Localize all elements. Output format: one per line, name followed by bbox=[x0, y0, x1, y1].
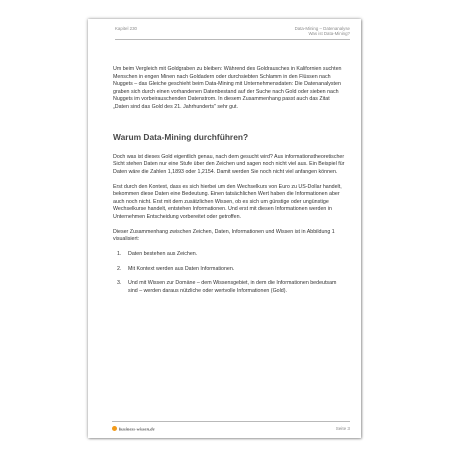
page-header bbox=[115, 26, 350, 40]
brand-logo[interactable] bbox=[112, 426, 155, 432]
list-number: 3. bbox=[117, 280, 122, 287]
header-title-line1: Data-Mining – Datenanalyse bbox=[294, 26, 350, 31]
list-number: 2. bbox=[117, 265, 122, 272]
page-content bbox=[113, 66, 347, 302]
list-item bbox=[113, 280, 347, 295]
header-title-line2: Was ist Data-Mining? bbox=[308, 31, 350, 37]
document-page bbox=[88, 19, 361, 438]
brand-dot-icon bbox=[112, 426, 117, 431]
body-paragraph: Erst durch den Kontext, dass es sich hierbei um den Wechselkurs von Euro zu US-Dollar handelt, bekommen diese Daten eine Bedeutung. Einen tatsächlichen Wert haben die Informationen aber auch noch nicht. Erst mit dem zusätzlichen Wissen, ob es sich um günstige oder ungünstige Wechselkurse handelt, entstehen Informationen. Und erst mit diesen Informationen werden in Unternehmen Entscheidung vorbereitet oder getroffen. bbox=[113, 183, 342, 220]
body-paragraph: Dieser Zusammenhang zwischen Zeichen, Daten, Informationen und Wissen ist in Abbildung 1 visualisiert: bbox=[113, 228, 335, 243]
list-text: Daten bestehen aus Zeichen. bbox=[128, 251, 198, 258]
list-item bbox=[113, 266, 347, 274]
numbered-list bbox=[113, 251, 347, 295]
page-number: Seite 3 bbox=[335, 426, 350, 431]
list-text: Mit Kontext werden aus Daten Informationen. bbox=[128, 265, 235, 272]
page-footer bbox=[112, 421, 350, 432]
list-number: 1. bbox=[117, 251, 122, 258]
body-paragraph: Doch was ist dieses Gold eigentlich genau, nach dem gesucht wird? Aus informationstheoretischer Sicht stehen Daten nur eine Stufe über den Zeichen und sagen noch nicht viel aus. Ein Beispiel für Daten wäre die Zahlen 1,1893 oder 1,2154. Damit werden Sie noch nicht viel anfangen können. bbox=[113, 153, 345, 175]
brand-name: business-wissen.de bbox=[119, 426, 155, 432]
intro-paragraph: Um beim Vergleich mit Goldgraben zu bleiben: Während des Goldrausches in Kalifornien suchten Menschen in engen Minen nach Goldadern oder durchsiebten Schlamm in den Flüssen nach Nuggets – das Gleiche geschieht beim Data-Mining mit Unternehmensdaten: Die Datenanalysten graben sich durch einen vorhandenen Datenbestand auf der Suche nach Gold oder sieben nach Nuggets im vorbeirauschenden Datenstrom. In diesem Zusammenhang passt auch das Zitat „Daten sind das Gold des 21. Jahrhunderts" sehr gut. bbox=[113, 66, 342, 110]
chapter-label: Kapitel 230 bbox=[115, 26, 137, 31]
list-item bbox=[113, 251, 347, 259]
header-title bbox=[295, 26, 350, 36]
list-text: Und mit Wissen zur Domäne – dem Wissensgebiet, in dem die Informationen bedeutsam sind – werden daraus nützliche oder wertvolle Informationen (Gold). bbox=[128, 280, 337, 294]
section-heading: Warum Data-Mining durchführen? bbox=[113, 131, 249, 142]
